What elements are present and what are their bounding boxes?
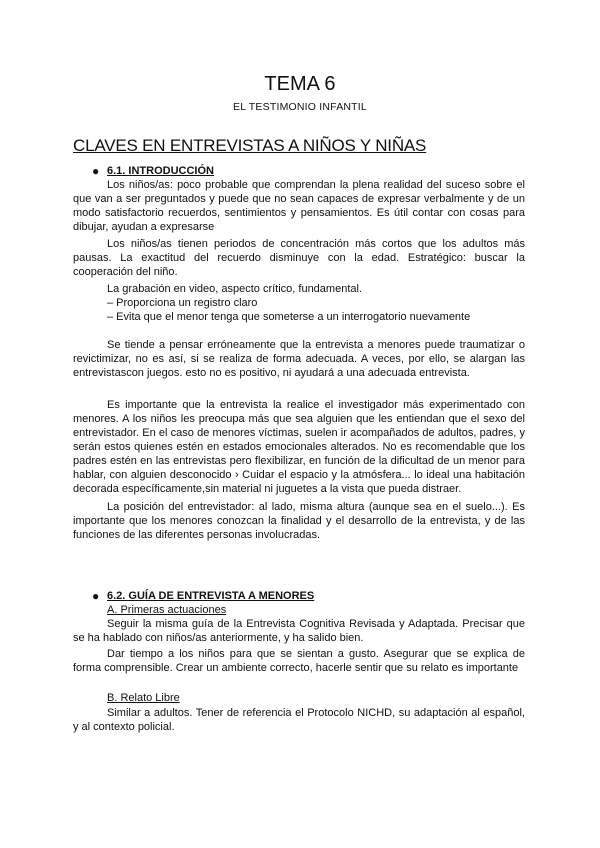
bullet-icon: ● — [92, 164, 100, 178]
paragraph: Es importante que la entrevista la realice el investigador más experimentado con menores. A los niños les preocupa más que sea alguien que les entiendan que el sexo del entrevistador. En el caso de menores víctimas, suelen ir acompañados de adultos, padres, y serán estos quienes estén en estados emocionales alterados. No es recomendable que los padres estén en las entrevistas pero flexibilizar, en función de la dificultad de un menor para hablar, con alguien desconocido › Cuidar el espacio y la atmósfera... lo ideal una habitación decorada específicamente,sin material ni juguetes a la vista que pueda distraer. — [73, 399, 525, 495]
paragraph-line: La grabación en video, aspecto crítico, fundamental. — [107, 283, 362, 295]
paragraph: Dar tiempo a los niños para que se sientan a gusto. Asegurar que se explica de forma comprensible. Crear un ambiente correcto, hacerle sentir que su relato es importante — [73, 648, 525, 674]
section-heading-guia: 6.2. GUÍA DE ENTREVISTA A MENORES — [107, 590, 315, 602]
page-title: TEMA 6 — [264, 73, 336, 95]
bullet-icon: ● — [92, 589, 100, 603]
paragraph: Similar a adultos. Tener de referencia el Protocolo NICHD, su adaptación al español, y al contexto policial. — [73, 707, 525, 733]
paragraph: Los niños/as: poco probable que comprendan la plena realidad del suceso sobre el que van a ser preguntados y puede que no sean capaces de expresar verbalmente y de un modo satisfactorio recuerdos, sentimientos y pensamientos. Es útil contar con cosas para dibujar, ayudan a expresarse — [73, 179, 525, 233]
list-item: – Evita que el menor tenga que someterse a un interrogatorio nuevamente — [107, 311, 471, 323]
paragraph: La posición del entrevistador: al lado, misma altura (aunque sea en el suelo...). Es importante que los menores conozcan la finalidad y el desarrollo de la entrevista, y de las funciones de las diferentes personas involucradas. — [73, 501, 525, 541]
paragraph: Seguir la misma guía de la Entrevista Cognitiva Revisada y Adaptada. Precisar que se ha hablado con niños/as anteriormente, y ha salido bien. — [73, 618, 525, 644]
paragraph: Los niños/as tienen periodos de concentración más cortos que los adultos más pausas. La exactitud del recuerdo disminuye con la edad. Estratégico: buscar la cooperación del niño. — [73, 238, 525, 278]
main-heading: CLAVES EN ENTREVISTAS A NIÑOS Y NIÑAS — [73, 136, 427, 155]
section-heading-introduccion: 6.1. INTRODUCCIÓN — [107, 165, 214, 177]
subsection-heading-primeras-actuaciones: A. Primeras actuaciones — [107, 604, 227, 616]
subsection-heading-relato-libre: B. Relato Libre — [107, 692, 180, 704]
paragraph: Se tiende a pensar erróneamente que la entrevista a menores puede traumatizar o revictimizar, no es así, si se realiza de forma adecuada. A veces, por ello, se alargan las entrevistascon juegos. esto no es positivo, ni ayudará a una adecuada entrevista. — [73, 339, 525, 379]
list-item: – Proporciona un registro claro — [107, 297, 258, 309]
page-subtitle: EL TESTIMONIO INFANTIL — [233, 101, 367, 113]
